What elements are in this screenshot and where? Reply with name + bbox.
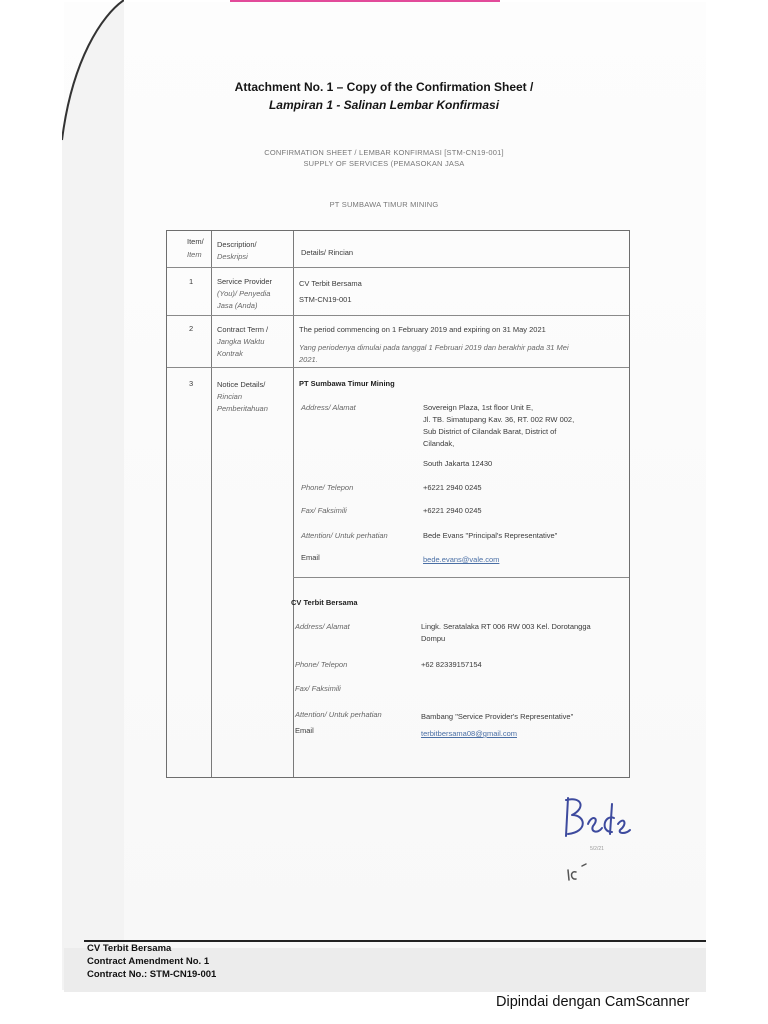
row-description-id: Pemberitahuan — [217, 404, 268, 413]
header-item-id: Item — [187, 250, 202, 259]
signature-date: 5/2/21 — [590, 846, 604, 852]
address-label: Address/ Alamat — [295, 622, 350, 631]
attention-label: Attention/ Untuk perhatian — [295, 710, 382, 719]
address-line: Cilandak, — [423, 439, 455, 448]
row-description: Contract Term / — [217, 325, 269, 334]
email-label: Email — [295, 726, 314, 735]
row-description-id: Jasa (Anda) — [217, 301, 258, 310]
phone-value: +62 82339157154 — [421, 660, 482, 669]
notice-party-name: PT Sumbawa Timur Mining — [299, 379, 395, 388]
row-divider — [167, 367, 629, 368]
fax-label: Fax/ Faksimili — [295, 684, 341, 693]
row-description: Notice Details/ — [217, 380, 266, 389]
header-details: Details/ Rincian — [301, 248, 354, 257]
attachment-title: Attachment No. 1 – Copy of the Confirmation Sheet / — [234, 80, 534, 94]
address-line: Sovereign Plaza, 1st floor Unit E, — [423, 403, 534, 412]
initial-mark — [562, 862, 592, 884]
phone-value: +6221 2940 0245 — [423, 483, 482, 492]
fax-value: +6221 2940 0245 — [423, 506, 482, 515]
fax-label: Fax/ Faksimili — [301, 506, 347, 515]
header-item: Item/ — [187, 237, 204, 246]
phone-label: Phone/ Telepon — [301, 483, 354, 492]
column-divider — [211, 231, 212, 777]
notice-party-name: CV Terbit Bersama — [291, 598, 358, 607]
row-description-id: (You)/ Penyedia — [217, 289, 271, 298]
confirmation-sheet-heading: CONFIRMATION SHEET / LEMBAR KONFIRMASI [STM-CN19-001] — [264, 148, 504, 157]
row-description-id: Jangka Waktu — [217, 337, 265, 346]
confirmation-table — [166, 230, 630, 778]
header-description: Description/ — [217, 240, 257, 249]
column-divider — [293, 231, 294, 777]
company-name: PT SUMBAWA TIMUR MINING — [329, 200, 439, 209]
row-detail-id: 2021. — [299, 355, 318, 364]
footer-company: CV Terbit Bersama — [87, 943, 172, 954]
row-detail-id: Yang periodenya dimulai pada tanggal 1 Februari 2019 dan berakhir pada 31 Mei — [299, 343, 569, 352]
row-divider — [167, 315, 629, 316]
row-detail: STM-CN19-001 — [299, 295, 352, 304]
row-detail: The period commencing on 1 February 2019 and expiring on 31 May 2021 — [299, 325, 546, 334]
attention-value: Bede Evans "Principal's Representative" — [423, 531, 558, 540]
address-label: Address/ Alamat — [301, 403, 356, 412]
address-line: Lingk. Seratalaka RT 006 RW 003 Kel. Dorotangga — [421, 622, 591, 631]
row-description: Service Provider — [217, 277, 273, 286]
address-line: Jl. TB. Simatupang Kav. 36, RT. 002 RW 002, — [423, 415, 575, 424]
footer-amendment: Contract Amendment No. 1 — [87, 956, 210, 967]
row-number: 1 — [189, 277, 194, 286]
header-description-id: Deskripsi — [217, 252, 248, 261]
supply-of-services-heading: SUPPLY OF SERVICES (PEMASOKAN JASA — [303, 159, 465, 168]
handwritten-signature — [560, 790, 632, 842]
row-description-id: Kontrak — [217, 349, 243, 358]
email-link[interactable]: terbitbersama08@gmail.com — [421, 729, 517, 738]
email-label: Email — [301, 553, 320, 562]
row-number: 3 — [189, 379, 194, 388]
address-line: Sub District of Cilandak Barat, District of — [423, 427, 557, 436]
attachment-title-indonesian: Lampiran 1 - Salinan Lembar Konfirmasi — [268, 98, 500, 112]
attention-value: Bambang "Service Provider's Representative" — [421, 712, 574, 721]
row-divider — [167, 267, 629, 268]
row-divider — [293, 577, 629, 578]
address-line: Dompu — [421, 634, 446, 643]
row-number: 2 — [189, 324, 194, 333]
attention-label: Attention/ Untuk perhatian — [301, 531, 388, 540]
phone-label: Phone/ Telepon — [295, 660, 348, 669]
footer-contract-number: Contract No.: STM-CN19-001 — [87, 969, 217, 980]
row-description-id: Rincian — [217, 392, 243, 401]
footer-divider — [84, 940, 706, 942]
camscanner-watermark: Dipindai dengan CamScanner — [496, 994, 690, 1010]
address-line: South Jakarta 12430 — [423, 459, 493, 468]
email-link[interactable]: bede.evans@vale.com — [423, 555, 500, 564]
row-detail: CV Terbit Bersama — [299, 279, 362, 288]
